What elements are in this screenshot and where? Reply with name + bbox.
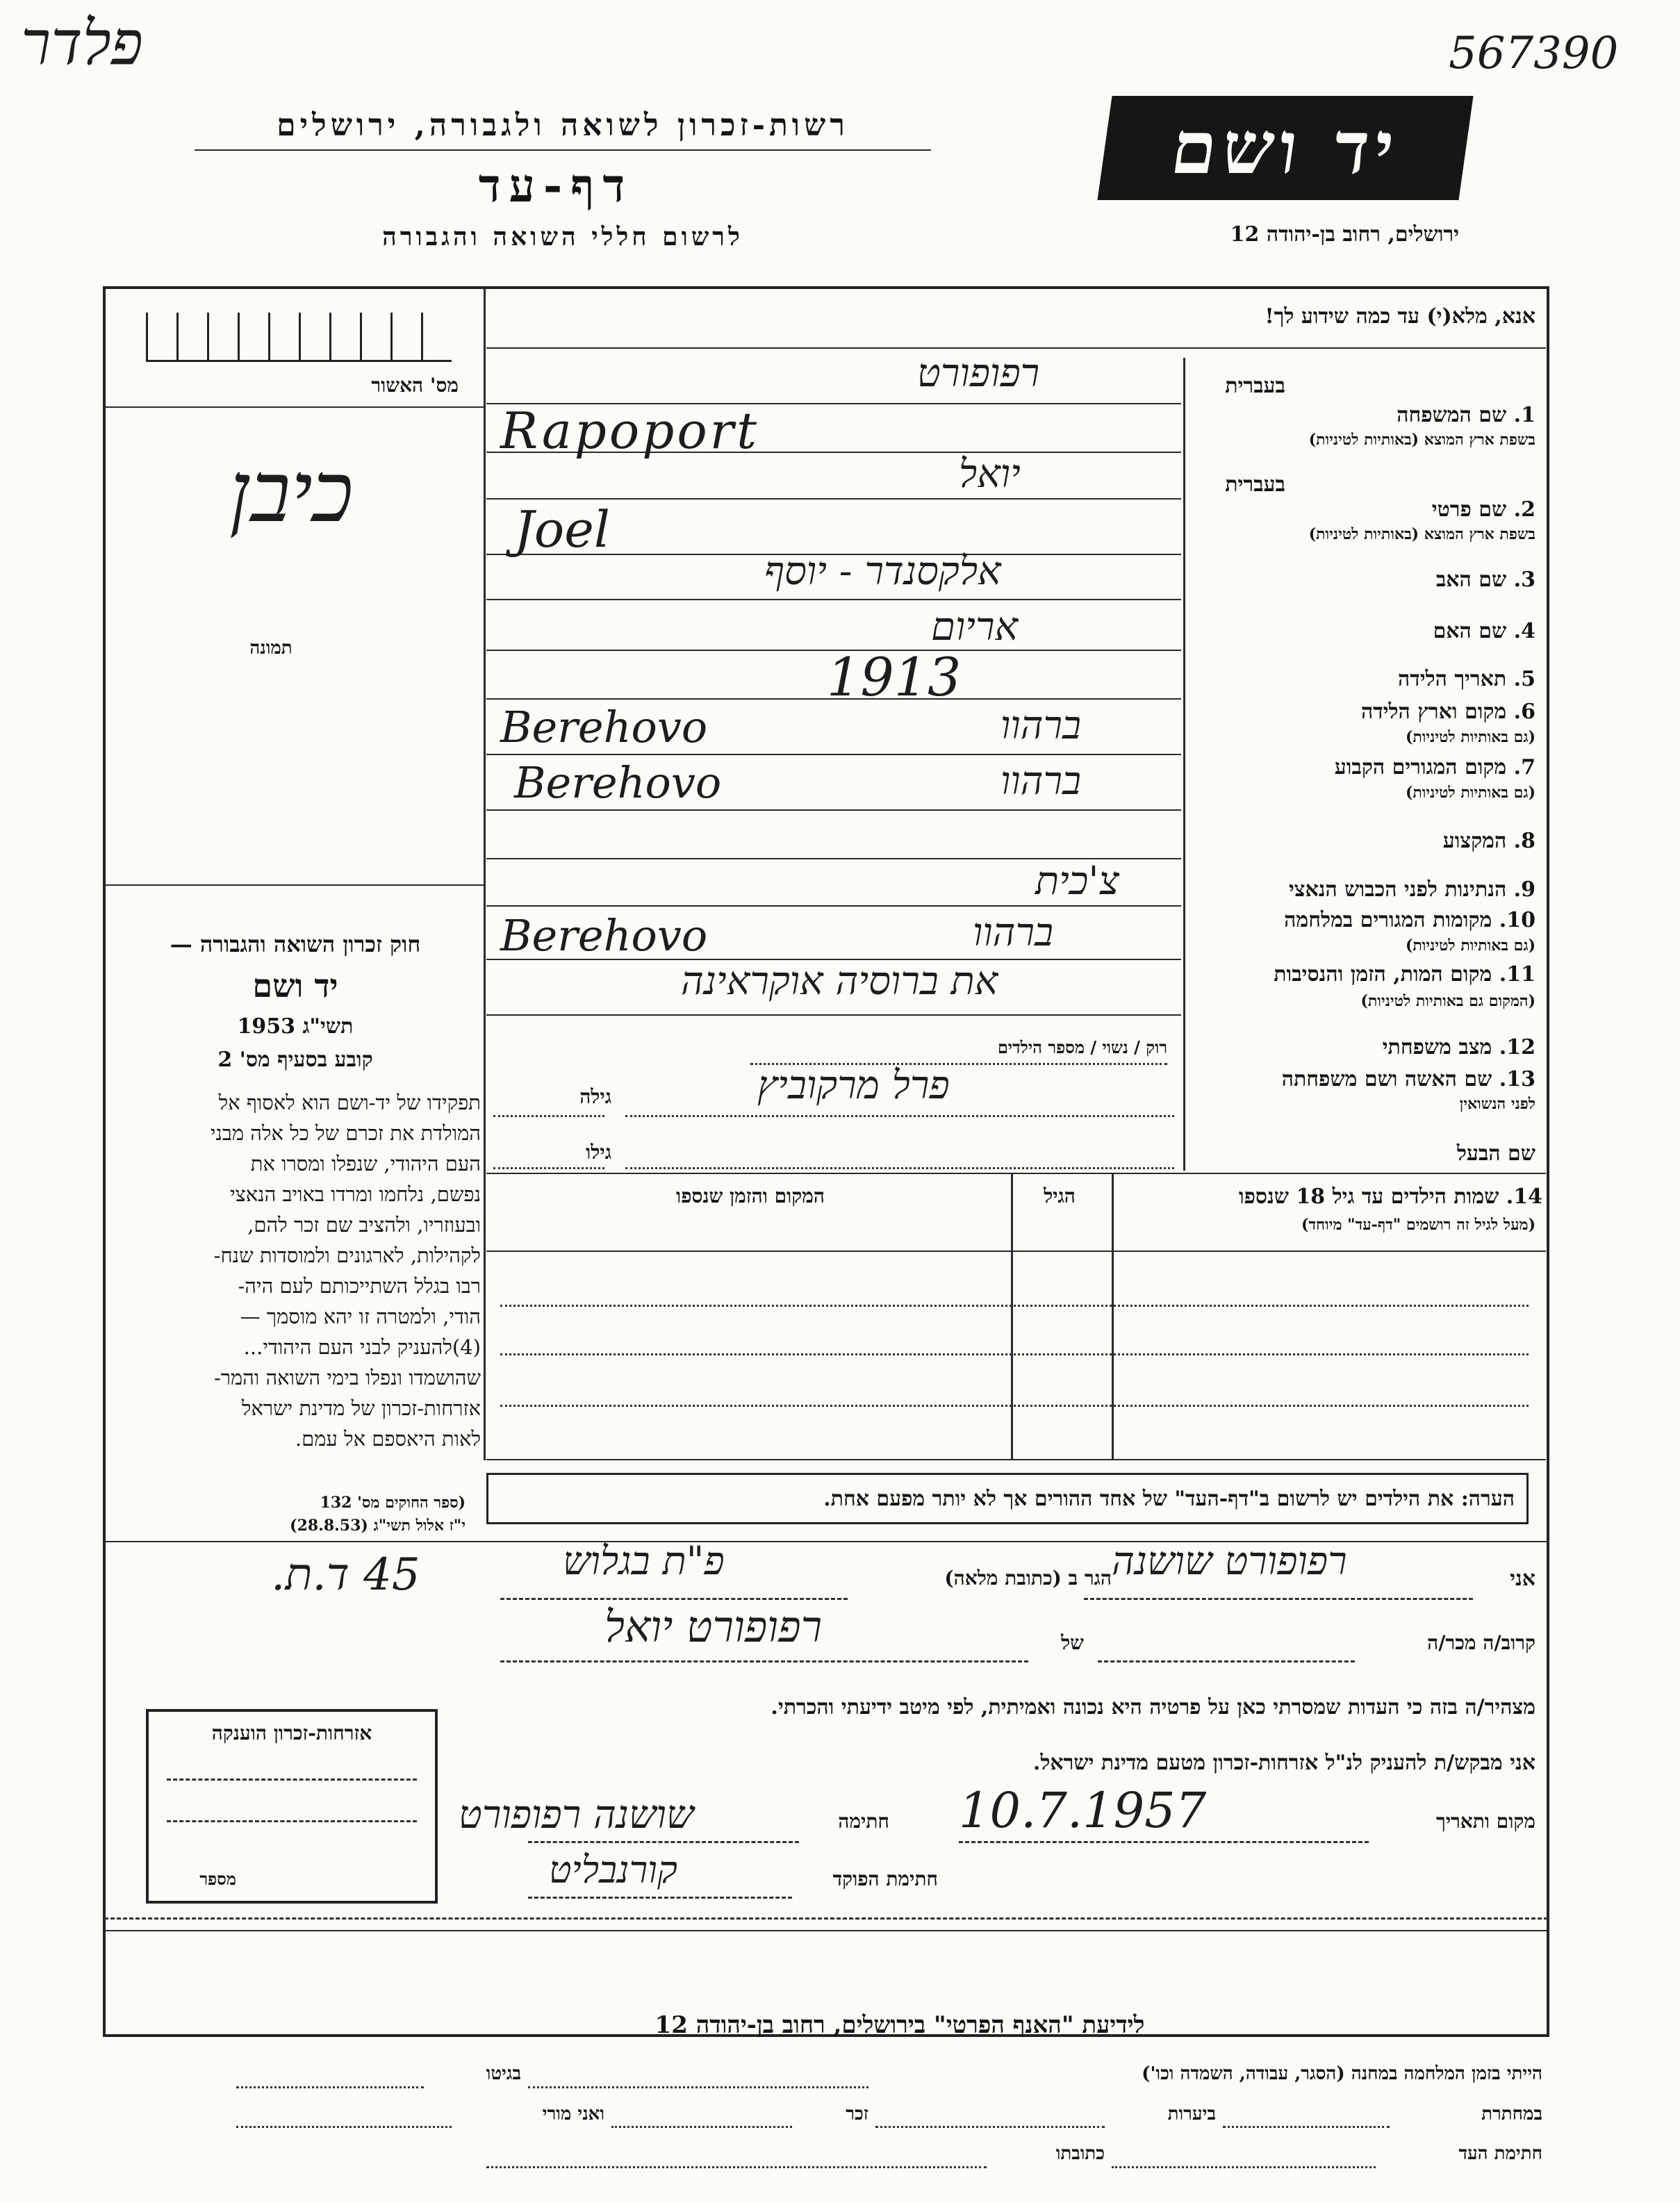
footer-camp-rule bbox=[528, 2086, 868, 2088]
law-ref-1: (ספר החוקים מס' 132 bbox=[320, 1494, 466, 1512]
corner-scribble: פלדר bbox=[21, 7, 143, 79]
q13-value: פרל מרקוביץ bbox=[757, 1063, 950, 1108]
footer-etc-rule bbox=[611, 2126, 792, 2128]
q14-col-place: המקום והזמן שנספו bbox=[676, 1185, 825, 1207]
q4-value: אריום bbox=[931, 604, 1019, 650]
q6-hebrew-value: ברהוו bbox=[1000, 703, 1081, 748]
law-year: תשי"ג 1953 bbox=[237, 1014, 354, 1039]
q8-text: המקצוע bbox=[1442, 829, 1507, 853]
q10-sub: (גם באותיות לטיניות) bbox=[1405, 937, 1535, 955]
note-text: הערה: את הילדים יש לרשום ב"דף-העד" של אחד ההורים אך לא יותר מפעם אחת. bbox=[823, 1487, 1515, 1511]
q7-label bbox=[1195, 755, 1535, 779]
form-instruction: אנא, מלא(י) עד כמה שידוע לך! bbox=[1265, 304, 1535, 329]
q12-num: 12. bbox=[1499, 1035, 1535, 1059]
law-name: יד ושם bbox=[252, 967, 338, 1005]
q7-num: 7. bbox=[1513, 755, 1535, 779]
q13-age-rule bbox=[493, 1115, 604, 1117]
of-rule bbox=[500, 1660, 1028, 1662]
q2-latin-value: Joel bbox=[514, 500, 610, 559]
q7-hebrew-value: ברהוו bbox=[1000, 759, 1081, 804]
id-rule bbox=[104, 406, 485, 408]
officer-label: חתימת הפוקד bbox=[832, 1867, 938, 1890]
footer-top-rule bbox=[104, 1930, 1548, 1931]
footer-witness-sig-label: חתימת העד bbox=[1458, 2143, 1542, 2164]
husband-rule bbox=[625, 1167, 1174, 1169]
footer-forests-label: ביערות bbox=[1167, 2104, 1216, 2124]
org-name: רשות-זכרון לשואה ולגבורה, ירושלים bbox=[277, 108, 849, 143]
q6-latin-value: Berehovo bbox=[500, 702, 708, 752]
date-rule bbox=[959, 1841, 1369, 1843]
q14-num: 14. bbox=[1506, 1185, 1542, 1209]
law-body bbox=[106, 1087, 481, 1454]
form-subtitle: לרשום חללי השואה והגבורה bbox=[382, 222, 743, 251]
q12-options: רוק / נשוי / מספר הילדים bbox=[997, 1037, 1167, 1057]
children-row bbox=[500, 1405, 1529, 1407]
q7-latin-value: Berehovo bbox=[514, 757, 722, 808]
q4-text: שם האם bbox=[1433, 619, 1507, 643]
stamp-line bbox=[167, 1820, 417, 1822]
q8-label bbox=[1195, 829, 1535, 853]
children-top-rule bbox=[486, 1173, 1546, 1174]
q3-text: שם האב bbox=[1435, 568, 1507, 592]
q7-text: מקום המגורים הקבוע bbox=[1334, 755, 1507, 779]
q11-rule bbox=[486, 1014, 1181, 1016]
stamp-line bbox=[167, 1779, 417, 1781]
q11-sub: (המקום גם באותיות לטיניות) bbox=[1360, 992, 1535, 1010]
declarant-name: רפופורט שושנה bbox=[1112, 1539, 1347, 1584]
law-line: לאות היאספם אל עמם. bbox=[295, 1427, 481, 1451]
q3-value: אלקסנדר - יוסף bbox=[764, 549, 1001, 594]
q1-num: 1. bbox=[1513, 403, 1535, 427]
footer-title: לידיעת "האנף הפרטי" בירושלים, רחוב בן-יהודה 12 bbox=[654, 2011, 1145, 2039]
q10-label bbox=[1188, 908, 1535, 932]
law-line: שהושמדו ונפלו בימי השואה והמר- bbox=[213, 1366, 481, 1389]
q14-col-age: הגיל bbox=[1044, 1185, 1076, 1207]
q10-text: מקומות המגורים במלחמה bbox=[1284, 908, 1492, 932]
officer-rule bbox=[528, 1897, 792, 1899]
law-line: ובעוזריו, ולהציב שם זכר להם, bbox=[247, 1213, 481, 1237]
date-label: מקום ותאריך bbox=[1435, 1810, 1535, 1833]
law-line: נפשם, נלחמו ומרדו באויב הנאצי bbox=[229, 1182, 481, 1206]
q1-latin-value: Rapoport bbox=[500, 402, 760, 460]
signature: שושנה רפופורט bbox=[459, 1792, 694, 1838]
q5-value: 1913 bbox=[827, 646, 962, 708]
q1-label bbox=[1195, 403, 1535, 427]
of-value: רפופורט יואל bbox=[604, 1601, 823, 1652]
decl-ani: אני bbox=[1510, 1567, 1535, 1591]
q10-latin-value: Berehovo bbox=[500, 910, 708, 961]
date-value: 10.7.1957 bbox=[959, 1782, 1207, 1839]
q11-text: מקום המות, הזמן והנסיבות bbox=[1274, 962, 1492, 987]
husband-age-label: גילו bbox=[586, 1141, 611, 1164]
footer-confirm-rule bbox=[236, 2126, 452, 2128]
q5-text: תאריך הלידה bbox=[1398, 667, 1507, 691]
footer-underground-rule bbox=[1223, 2126, 1390, 2128]
q11-num: 11. bbox=[1499, 962, 1535, 987]
tear-line bbox=[104, 1917, 1548, 1920]
q6-sub: (גם באותיות לטיניות) bbox=[1405, 728, 1535, 746]
q11-label bbox=[1188, 962, 1535, 987]
children-row bbox=[500, 1353, 1529, 1355]
footer-forests-rule bbox=[875, 2126, 1105, 2128]
law-line: רבו בגלל השתייכותם לעם היה- bbox=[238, 1274, 481, 1298]
husband-label: שם הבעל bbox=[1456, 1141, 1535, 1166]
request: אני מבקש/ת להעניק לנ"ל אזרחות-זכרון מטעם מדינת ישראל. bbox=[1032, 1751, 1535, 1775]
yad-vashem-logo bbox=[1097, 96, 1473, 200]
footer-ghetto-label: בגיטו bbox=[486, 2063, 521, 2084]
q2-text: שם פרטי bbox=[1431, 497, 1507, 522]
id-tick-boxes bbox=[146, 313, 452, 362]
declarant-rule bbox=[1084, 1598, 1473, 1600]
footer-underground-label: במחתרת bbox=[1481, 2104, 1542, 2124]
relation-rule bbox=[1098, 1660, 1355, 1662]
children-divider-2 bbox=[1011, 1174, 1013, 1459]
q14-label bbox=[1119, 1185, 1542, 1209]
q3-num: 3. bbox=[1513, 568, 1535, 592]
q3-label bbox=[1195, 568, 1535, 592]
statement: מצהיר/ה בזה כי העדות שמסרתי כאן על פרטיה היא נכונה ואמיתית, לפי מיטב ידיעתי והכרתי. bbox=[771, 1695, 1535, 1719]
id-label: מס' האשור bbox=[371, 374, 459, 397]
org-underline bbox=[195, 149, 931, 151]
signature-label: חתימה bbox=[838, 1810, 889, 1833]
form-title: דף-עד bbox=[478, 158, 634, 213]
q10-hebrew-value: ברהוו bbox=[973, 910, 1053, 955]
q5-label bbox=[1195, 667, 1535, 691]
q2-sub: בשפת ארץ המוצא (באותיות לטיניות) bbox=[1308, 525, 1535, 543]
q13-num: 13. bbox=[1499, 1067, 1535, 1091]
children-bottom-rule bbox=[486, 1459, 1546, 1460]
q9-label bbox=[1188, 877, 1535, 902]
q6-label bbox=[1195, 700, 1535, 724]
stamp-num-label: מספר bbox=[199, 1869, 236, 1889]
law-line: אזרחות-זכרון של מדינת ישראל bbox=[241, 1396, 481, 1420]
photo-scribble: כיבן bbox=[229, 445, 354, 541]
logo-address: ירושלים, רחוב בן-יהודה 12 bbox=[1230, 222, 1459, 247]
q13-age-label: גילה bbox=[579, 1085, 611, 1108]
address-rule bbox=[500, 1598, 848, 1600]
q6-num: 6. bbox=[1513, 700, 1535, 724]
stamp-title: אזרחות-זכרון הוענקה bbox=[211, 1722, 372, 1744]
address-value: פ"ת בגלוש bbox=[563, 1539, 725, 1584]
relation-label: קרוב/ה מכר/ה bbox=[1427, 1631, 1535, 1654]
q4-label bbox=[1195, 619, 1535, 643]
photo-label: תמונה bbox=[249, 638, 293, 659]
q9-text: הנתינות לפני הכבוש הנאצי bbox=[1288, 877, 1507, 902]
q13-rule bbox=[625, 1115, 1174, 1117]
q5-num: 5. bbox=[1513, 667, 1535, 691]
archive-number: 567390 bbox=[1449, 28, 1619, 79]
law-line: (4)להעניק לבני העם היהודי... bbox=[243, 1335, 481, 1359]
q9-num: 9. bbox=[1513, 877, 1535, 902]
q12-label bbox=[1188, 1035, 1535, 1059]
q2-tag: בעברית bbox=[1225, 472, 1285, 497]
q6-text: מקום וארץ הלידה bbox=[1360, 700, 1507, 724]
photo-bottom-rule bbox=[104, 884, 485, 886]
law-line: הודי, ולמטרה זו יהא מוסמך — bbox=[240, 1305, 481, 1328]
q11-value: את ברוסיה אוקראינה bbox=[681, 959, 998, 1004]
q4-num: 4. bbox=[1513, 619, 1535, 643]
logo-text: יד ושם bbox=[1166, 105, 1406, 190]
law-line: תפקידו של יד-ושם הוא לאסוף אל bbox=[218, 1091, 481, 1114]
footer-ghetto-rule bbox=[236, 2086, 424, 2088]
q2-rule-hebrew bbox=[486, 498, 1181, 500]
q13-label bbox=[1188, 1067, 1535, 1091]
q1-tag: בעברית bbox=[1225, 374, 1285, 398]
q3-rule bbox=[486, 599, 1181, 600]
q7-sub: (גם באותיות לטיניות) bbox=[1405, 784, 1535, 802]
margin-number: 45 ד.ת. bbox=[271, 1549, 420, 1601]
law-line: לקהילות, לארגונים ולמוסדות שנח- bbox=[213, 1244, 481, 1267]
q6-rule bbox=[486, 754, 1181, 755]
q13-text: שם האשה ושם משפחתה bbox=[1281, 1067, 1492, 1091]
q12-text: מצב משפחתי bbox=[1382, 1035, 1492, 1059]
of-label: של bbox=[1061, 1631, 1084, 1654]
footer-address-rule bbox=[486, 2166, 987, 2168]
footer-etc-label: זכר bbox=[846, 2104, 868, 2124]
husband-age-rule bbox=[493, 1167, 604, 1169]
footer-address-label: כתובתו bbox=[1055, 2143, 1105, 2164]
q1-text: שם המשפחה bbox=[1397, 403, 1507, 427]
q2-label bbox=[1195, 497, 1535, 522]
q13-sub: לפני הנשואין bbox=[1459, 1095, 1535, 1113]
q7-rule bbox=[486, 809, 1181, 811]
children-divider-1 bbox=[1112, 1174, 1114, 1459]
footer-witness-sig-rule bbox=[1112, 2166, 1376, 2168]
law-line: העם היהודי, שנפלו ומסרו את bbox=[250, 1152, 481, 1175]
q1-hebrew-value: רפופורט bbox=[917, 351, 1040, 396]
law-line: המולדת את זכרם של כל אלה מבני bbox=[210, 1121, 481, 1145]
q9-rule bbox=[486, 905, 1181, 907]
q1-sub: בשפת ארץ המוצא (באותיות לטיניות) bbox=[1308, 431, 1535, 449]
footer-confirm-label: ואני מורי bbox=[542, 2104, 604, 2124]
q2-hebrew-value: יואל bbox=[959, 452, 1021, 497]
q14-sub: (מעל לגיל זה רושמים "דף-עד" מיוחד) bbox=[1301, 1216, 1535, 1234]
label-column-divider bbox=[1183, 358, 1185, 1171]
q2-num: 2. bbox=[1513, 497, 1535, 522]
q8-num: 8. bbox=[1513, 829, 1535, 853]
q10-num: 10. bbox=[1499, 908, 1535, 932]
signature-rule bbox=[528, 1841, 799, 1843]
q9-value: צ'כית bbox=[1035, 859, 1119, 904]
law-ref-2: י"ז אלול תשי"ג (28.8.53) bbox=[290, 1517, 466, 1535]
law-title: חוק זכרון השואה והגבורה — bbox=[170, 931, 421, 957]
children-row bbox=[500, 1305, 1529, 1307]
officer-signature: קורנבליט bbox=[549, 1848, 677, 1892]
q14-text: שמות הילדים עד גיל 18 שנספו bbox=[1238, 1185, 1499, 1209]
footer-camp-label: הייתי בזמן המלחמה במחנה (הסגר, עבודה, השמדה וכו') bbox=[1142, 2063, 1542, 2084]
children-header-rule bbox=[486, 1251, 1546, 1252]
law-section: קובע בסעיף מס' 2 bbox=[217, 1048, 373, 1072]
instruction-rule bbox=[486, 347, 1546, 349]
left-column-divider bbox=[484, 286, 486, 1460]
resides-label: הגר ב (כתובת מלאה) bbox=[944, 1567, 1112, 1590]
